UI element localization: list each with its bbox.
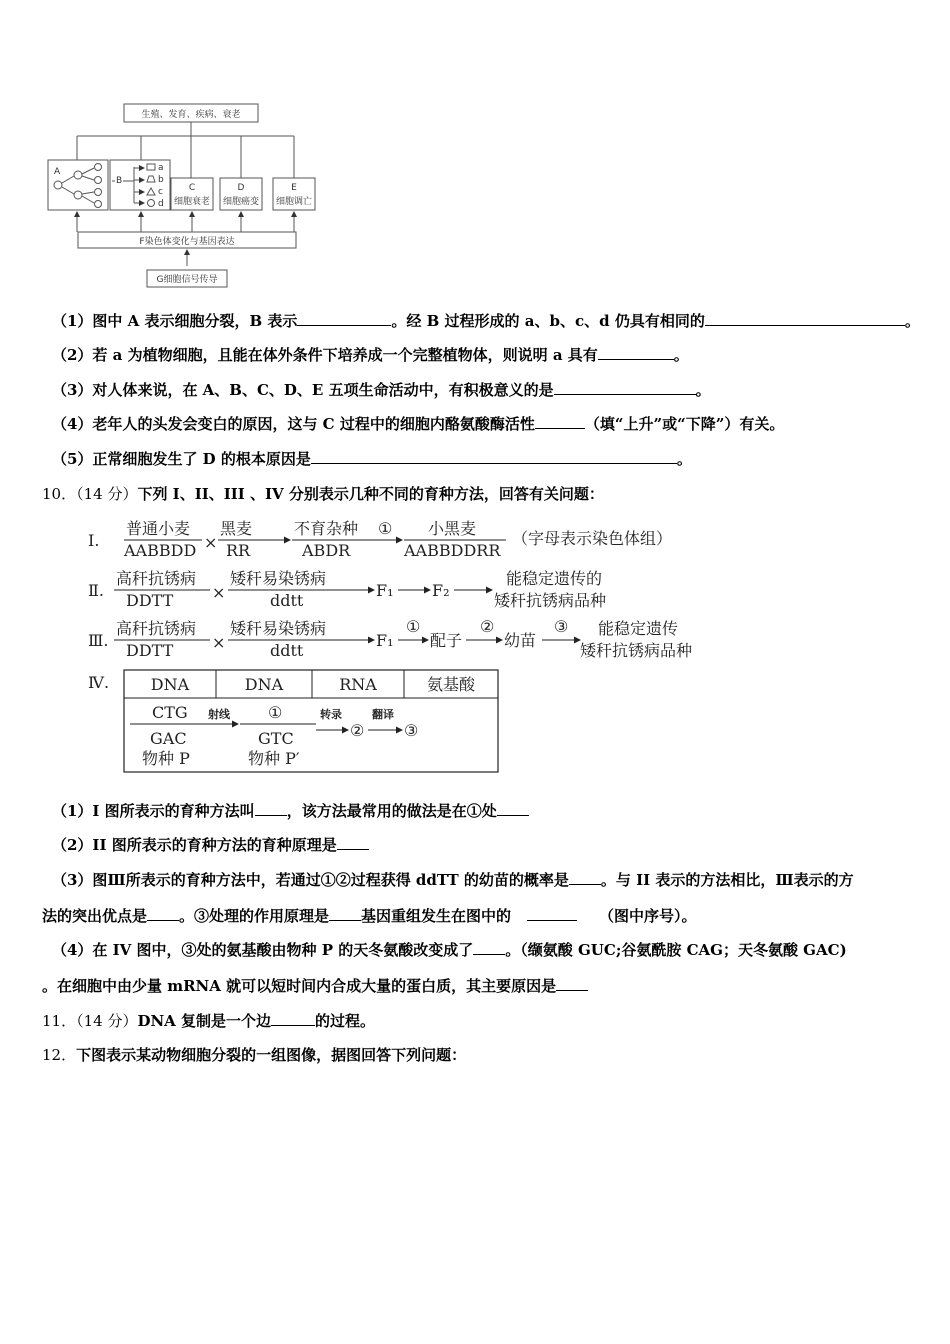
row2-label: Ⅱ. — [88, 581, 104, 600]
q11-number: 11．（14 分） — [42, 1012, 138, 1030]
label-translation: 翻译 — [372, 708, 394, 721]
q10-item-3-line1 — [52, 870, 854, 890]
b-item-d: d — [158, 199, 164, 209]
q10-4-text-a: （4）在 IV 图中，③处的氨基酸由物种 P 的天冬氨酸改变成了 — [52, 941, 474, 959]
q10-1-text-b: ，该方法最常用的做法是在①处 — [286, 802, 497, 820]
q9-item-3 — [52, 380, 711, 400]
q11-text-b: 的过程。 — [315, 1012, 376, 1030]
row1-label: Ⅰ. — [88, 531, 100, 550]
r2-f2: F₂ — [432, 581, 450, 600]
r2-result-2: 矮秆抗锈病品种 — [494, 591, 607, 610]
q10-4-blank-2[interactable] — [556, 976, 588, 991]
q10-3-text-e: 基因重组发生在图中的 — [361, 907, 512, 925]
q9-item-4 — [52, 414, 784, 434]
q9-2-text-a: （2）若 a 为植物细胞，且能在体外条件下培养成一个完整植物体，则说明 a 具有 — [52, 346, 598, 364]
step2-circle: ② — [350, 721, 365, 740]
q10-3-text-c: 法的突出优点是 — [42, 907, 148, 925]
q9-5-blank[interactable] — [311, 449, 677, 464]
q9-3-blank[interactable] — [554, 380, 696, 395]
label-transcription: 转录 — [320, 708, 342, 721]
q11-text-a: DNA 复制是一个边 — [137, 1012, 272, 1030]
r3-parent1-genotype: DDTT — [126, 641, 174, 660]
table-header-aa: 氨基酸 — [426, 675, 476, 694]
label-radiation: 射线 — [208, 708, 230, 721]
q9-5-text-b: 。 — [676, 450, 692, 468]
q10-4-blank-1[interactable] — [473, 940, 505, 955]
q9-3-text-a: （3）对人体来说，在 A、B、C、D、E 五项生命活动中，有积极意义的是 — [52, 381, 554, 399]
g-box-text: G细胞信号传导 — [156, 275, 218, 285]
q10-3-text-b: 。与 II 表示的方法相比，Ⅲ表示的方 — [600, 871, 854, 889]
q10-1-blank-2[interactable] — [497, 801, 529, 816]
q9-1-text-c: 。 — [904, 312, 920, 330]
q10-stem — [42, 484, 604, 504]
q12-number: 12． — [42, 1046, 77, 1064]
r1-triticale-genome: AABBDDRR — [404, 541, 501, 560]
r3-f1: F₁ — [376, 631, 394, 650]
r3-step2: ② — [480, 617, 495, 636]
r1-hybrid: 不育杂种 — [294, 519, 359, 538]
row3-label: Ⅲ. — [88, 631, 109, 650]
q10-4-text-c: 。在细胞中由少量 mRNA 就可以短时间内合成大量的蛋白质，其主要原因是 — [42, 977, 557, 995]
c-label: C — [188, 183, 196, 193]
q10-1-text-a: （1）I 图所表示的育种方法叫 — [52, 802, 255, 820]
r3-step1: ① — [406, 617, 421, 636]
q10-3-text-a: （3）图Ⅲ所表示的育种方法中，若通过①②过程获得 ddTT 的幼苗的概率是 — [52, 871, 569, 889]
box-a-label: A — [54, 167, 61, 177]
r1-step1: ① — [378, 519, 393, 538]
q9-2-blank[interactable] — [598, 345, 674, 360]
q10-stem-text: 下列 I、II、III 、IV 分别表示几种不同的育种方法，回答有关问题： — [137, 485, 604, 503]
r2-parent1: 高秆抗锈病 — [116, 569, 197, 588]
cell-life-diagram — [44, 100, 324, 266]
species-p-prime: 物种 P′ — [248, 749, 300, 768]
f-box-text: F染色体变化与基因表达 — [139, 237, 235, 247]
g-box — [146, 268, 230, 290]
box-b-label: B — [116, 176, 123, 186]
q10-3-text-f: （图中序号）。 — [599, 907, 697, 925]
q10-3-blank-4[interactable] — [527, 906, 577, 921]
r1-wheat-genome: AABBDD — [124, 541, 197, 560]
r2-parent2-genotype: ddtt — [270, 591, 304, 610]
c-text: 细胞衰老 — [173, 197, 211, 207]
mutation-step: ① — [268, 703, 283, 722]
q10-3-blank-3[interactable] — [329, 906, 361, 921]
r1-triticale: 小黑麦 — [428, 519, 477, 538]
r3-parent1: 高秆抗锈病 — [116, 619, 197, 638]
q10-2-blank[interactable] — [337, 835, 369, 850]
q9-4-text-b: （填“上升”或“下降”）有关。 — [584, 415, 785, 433]
r3-seedling: 幼苗 — [504, 631, 537, 650]
species-p: 物种 P — [142, 749, 190, 768]
q9-item-5 — [52, 449, 692, 469]
q10-item-4-line2 — [42, 976, 588, 996]
r2-result: 能稳定遗传的 — [506, 569, 603, 588]
seq-gtc: GTC — [258, 729, 294, 748]
r3-cross: × — [212, 633, 226, 652]
q9-2-text-b: 。 — [673, 346, 689, 364]
breeding-diagram — [86, 512, 726, 778]
r2-parent2: 矮秆易染锈病 — [230, 569, 327, 588]
table-header-rna: RNA — [339, 675, 377, 694]
b-item-b: b — [158, 175, 164, 185]
q10-item-3-line2 — [42, 906, 697, 926]
b-item-c: c — [158, 187, 163, 197]
e-label: E — [291, 183, 297, 193]
q9-5-text-a: （5）正常细胞发生了 D 的根本原因是 — [52, 450, 311, 468]
r3-result-2: 矮秆抗锈病品种 — [580, 641, 693, 660]
table-header-dna2: DNA — [244, 675, 284, 694]
q10-item-4-line1 — [52, 940, 847, 960]
d-label: D — [237, 183, 245, 193]
q9-item-1 — [52, 311, 920, 331]
q10-item-2 — [52, 835, 369, 855]
top-box-text: 生殖、发育、疾病、衰老 — [141, 110, 241, 120]
q12-text: 下图表示某动物细胞分裂的一组图像，据图回答下列问题： — [76, 1046, 467, 1064]
q9-1-text-b: 。经 B 过程形成的 a、b、c、d 仍具有相同的 — [391, 312, 705, 330]
r3-step3: ③ — [554, 617, 569, 636]
d-text: 细胞癌变 — [222, 197, 260, 207]
r2-f1: F₁ — [376, 581, 394, 600]
r3-parent2: 矮秆易染锈病 — [230, 619, 327, 638]
r1-rye: 黑麦 — [220, 519, 253, 538]
step3-circle: ③ — [404, 721, 419, 740]
seq-gac: GAC — [150, 729, 187, 748]
q9-1-blank-1[interactable] — [297, 311, 391, 326]
r1-note: （字母表示染色体组） — [512, 529, 673, 548]
r2-cross: × — [212, 583, 226, 602]
q9-4-blank[interactable] — [535, 414, 585, 429]
q10-4-text-b: 。（缬氨酸 GUC;谷氨酰胺 CAG；天冬氨酸 GAC) — [505, 941, 847, 959]
r1-cross: × — [204, 533, 218, 552]
q10-1-blank-1[interactable] — [255, 801, 287, 816]
r3-gamete: 配子 — [430, 631, 463, 650]
e-text: 细胞调亡 — [275, 197, 313, 207]
q10-3-blank-1[interactable] — [569, 870, 601, 885]
q9-1-blank-2[interactable] — [705, 311, 905, 326]
r2-parent1-genotype: DDTT — [126, 591, 174, 610]
q12 — [42, 1045, 466, 1065]
table-header-dna1: DNA — [150, 675, 190, 694]
seq-ctg: CTG — [152, 703, 188, 722]
q10-3-text-d: 。③处理的作用原理是 — [179, 907, 330, 925]
q9-1-text-a: （1）图中 A 表示细胞分裂，B 表示 — [52, 312, 298, 330]
r3-result: 能稳定遗传 — [598, 619, 679, 638]
r1-rye-genome: RR — [226, 541, 251, 560]
q9-item-2 — [52, 345, 689, 365]
q9-3-text-b: 。 — [695, 381, 711, 399]
q10-2-text-a: （2）II 图所表示的育种方法的育种原理是 — [52, 836, 337, 854]
r3-parent2-genotype: ddtt — [270, 641, 304, 660]
row4-label: Ⅳ. — [88, 673, 110, 692]
q10-item-1 — [52, 801, 529, 821]
q10-number: 10．（14 分） — [42, 485, 138, 503]
q11 — [42, 1011, 375, 1031]
r1-hybrid-genome: ABDR — [302, 541, 351, 560]
q9-4-text-a: （4）老年人的头发会变白的原因，这与 C 过程中的细胞内酪氨酸酶活性 — [52, 415, 535, 433]
r1-wheat: 普通小麦 — [126, 519, 191, 538]
q11-blank[interactable] — [271, 1011, 315, 1026]
q10-3-blank-2[interactable] — [147, 906, 179, 921]
b-item-a: a — [158, 163, 164, 173]
